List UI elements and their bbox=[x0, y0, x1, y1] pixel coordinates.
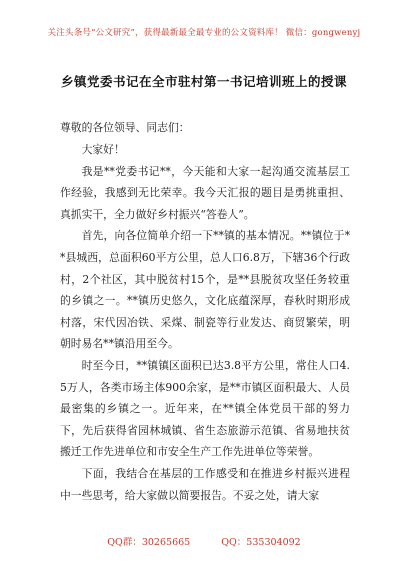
paragraph-introduction: 我是**党委书记**，今天能和大家一起沟通交流基层工作经验，我感到无比荣幸。我今天汇报的题目是勇挑重担、真抓实干，全力做好乡村振兴“答卷人”。 bbox=[60, 164, 350, 221]
footer-qq-group: QQ群：30265665 bbox=[107, 537, 191, 548]
footer-qq-number: QQ：535304092 bbox=[221, 537, 301, 548]
document-body bbox=[60, 139, 350, 506]
paragraph-town-overview: 首先，向各位简单介绍一下**镇的基本情况。**镇位于**县城西，总面积60平方公里，总人口6.8万，下辖36个行政村，2个社区，其中脱贫村15个，是**县脱贫攻坚任务较重的乡镇之一。**镇历史悠久，文化底蕴深厚，春秋时期形成村落，宋代因冶铁、采煤、制瓷等行业发达、商贸繁荣，明朝时易名**镇沿用至今。 bbox=[60, 229, 350, 351]
paragraph-greeting: 大家好！ bbox=[81, 143, 125, 156]
paragraph-report-intro: 下面，我结合在基层的工作感受和在推进乡村振兴进程中一些思考，给大家做以简要报告。不妥之处，请大家 bbox=[60, 466, 350, 502]
salutation: 尊敬的各位领导、同志们： bbox=[60, 121, 190, 134]
header-promo-text: 关注头条号“公文研究”，获得最新最全最专业的公文资料库！ 微信：gongwenyj bbox=[47, 28, 361, 38]
paragraph-town-today: 时至今日，**镇镇区面积已达3.8平方公里，常住人口4.5万人，各类市场主体900余家，是**市镇区面积最大、人员最密集的乡镇之一。近年来，在**镇全体党员干部的努力下，先后获得省园林城镇、省生态旅游示范镇、省易地扶贫搬迁工作先进单位和市安全生产工作先进单位等荣誉。 bbox=[60, 358, 350, 459]
document-title: 乡镇党委书记在全市驻村第一书记培训班上的授课 bbox=[60, 74, 347, 89]
footer-contact bbox=[0, 534, 408, 548]
